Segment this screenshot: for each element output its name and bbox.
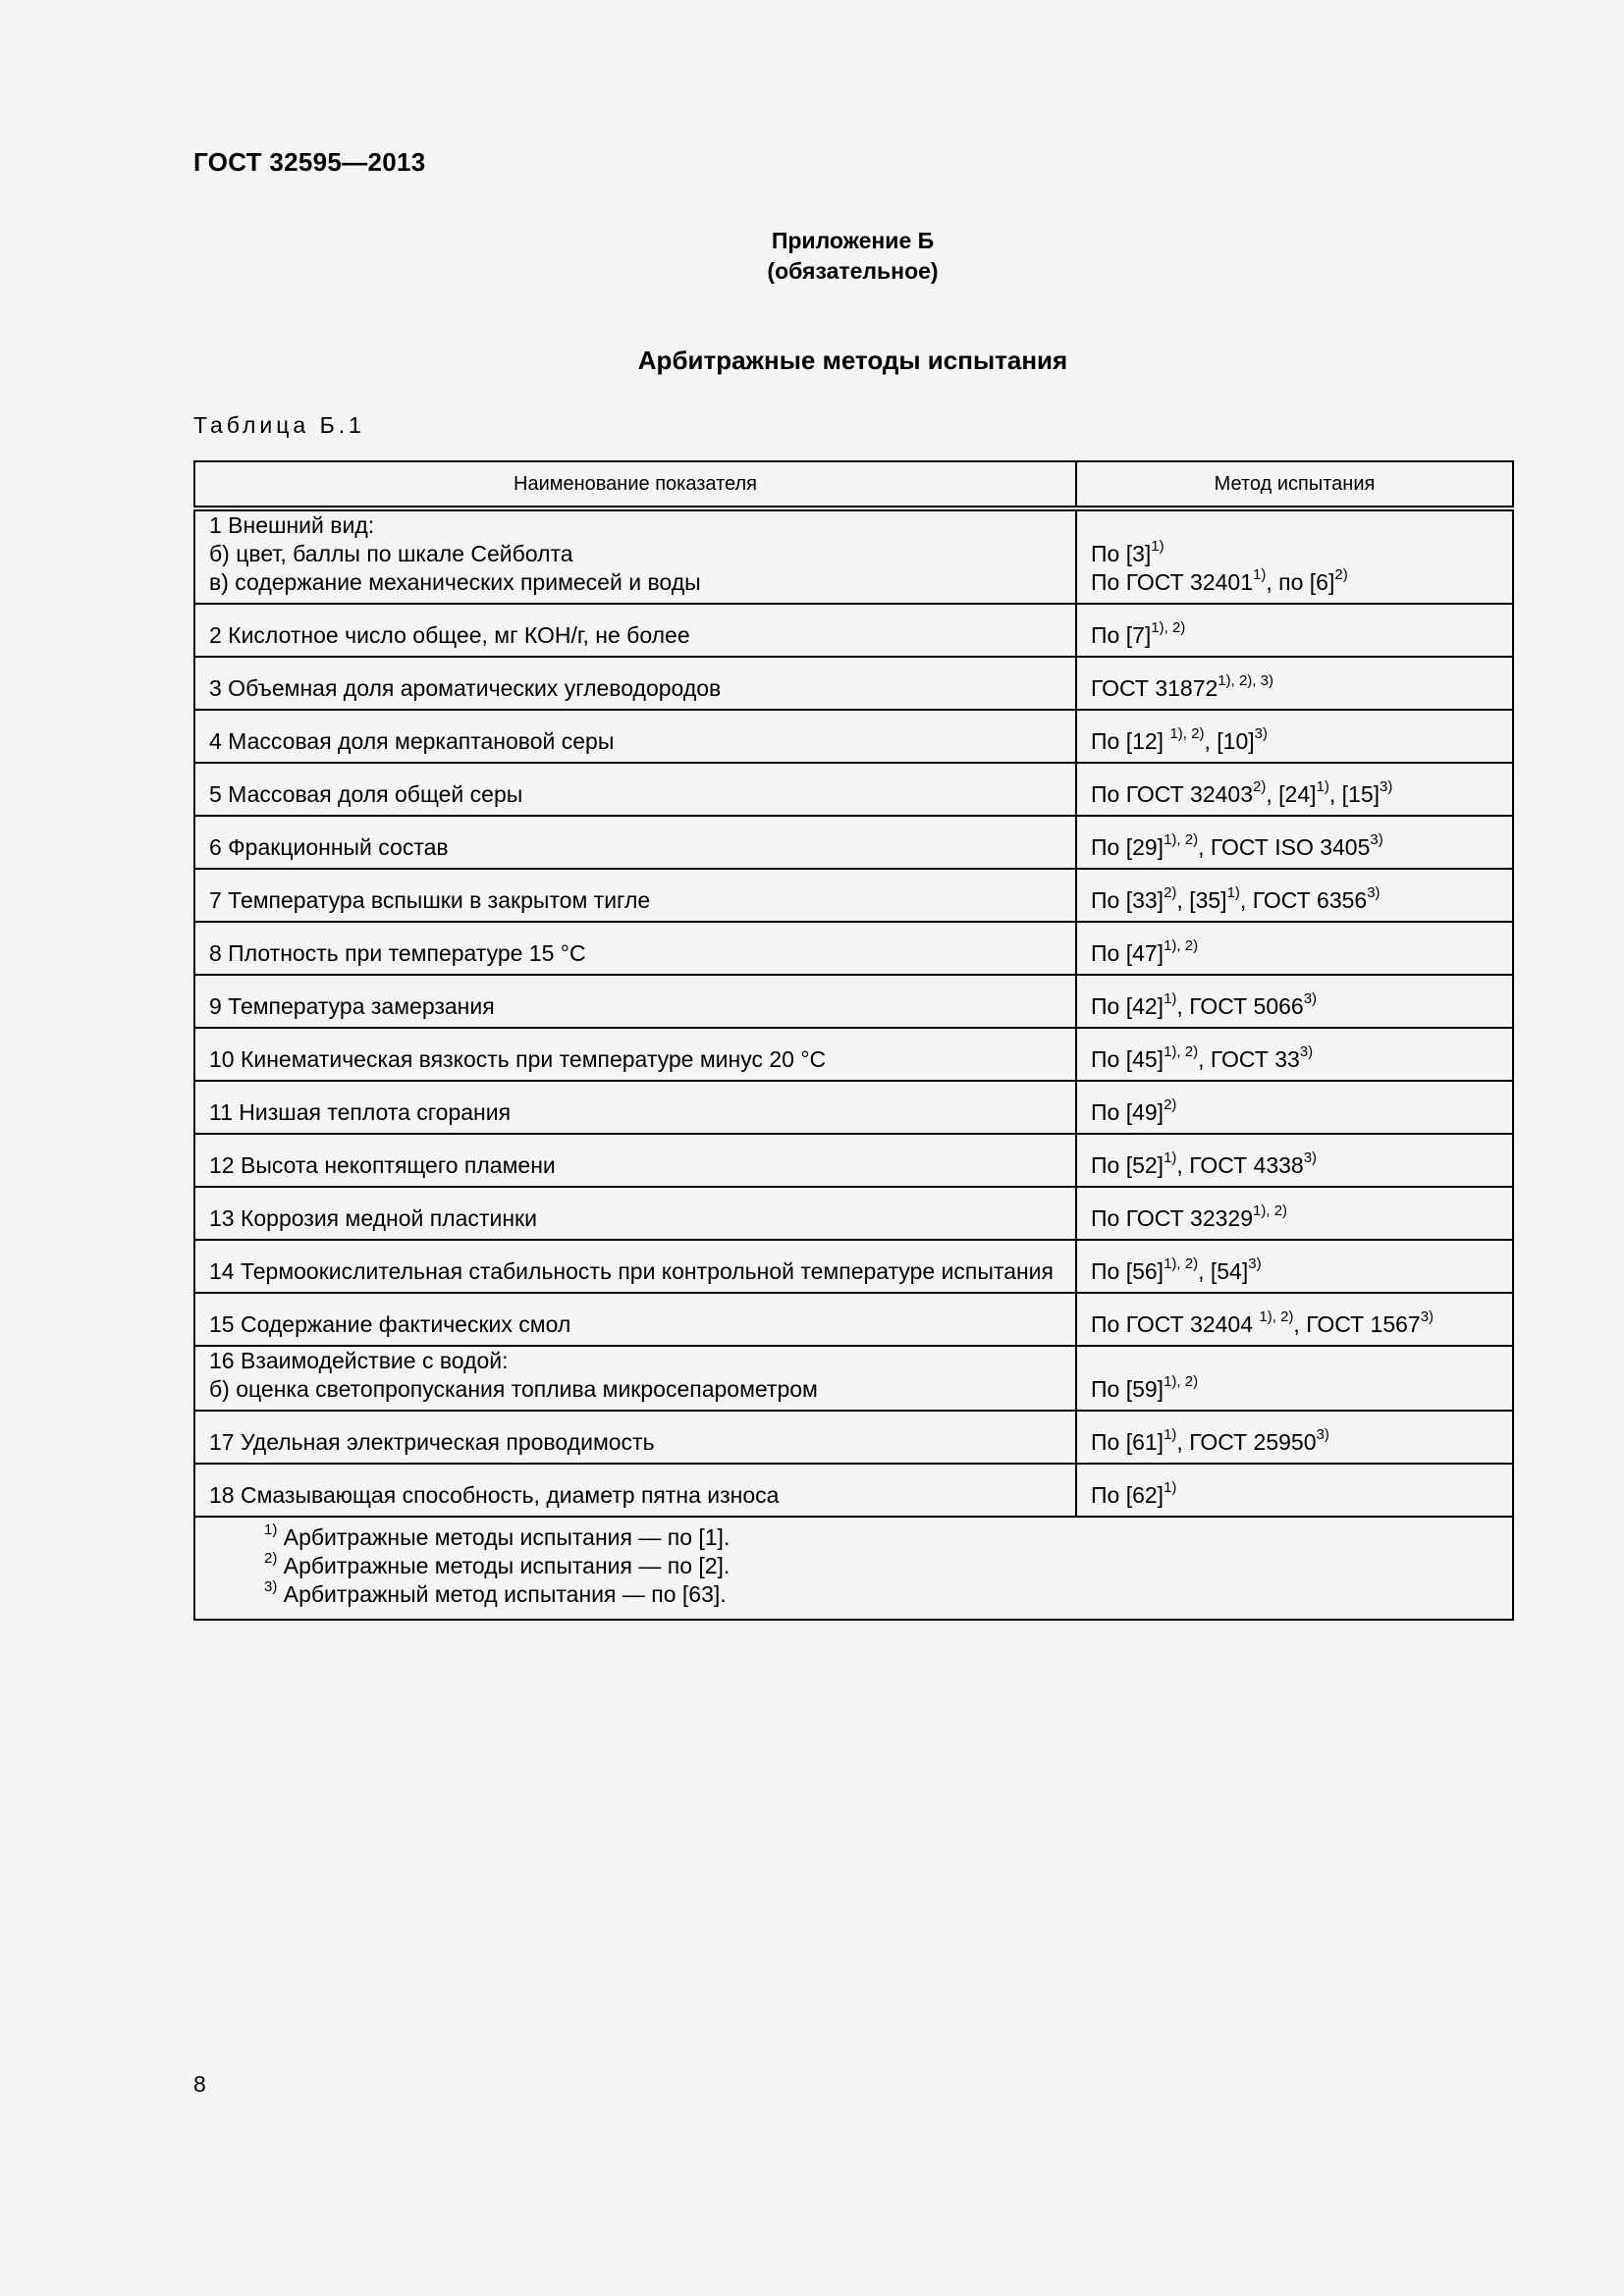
footnote-mark: 1) <box>264 1522 278 1539</box>
footnote-ref: 3) <box>1420 1308 1435 1326</box>
method-text: По [61] <box>1091 1429 1164 1455</box>
table-row <box>194 816 1513 869</box>
footnote-ref: 1) <box>1164 1149 1177 1167</box>
footnote-ref: 1), 2) <box>1164 937 1199 955</box>
indicator-cell: 18 Смазывающая способность, диаметр пятна износа <box>194 1464 1076 1517</box>
method-text: , ГОСТ 6356 <box>1239 887 1368 913</box>
indicator-cell: 5 Массовая доля общей серы <box>194 763 1076 816</box>
method-text: , [24] <box>1266 781 1317 807</box>
footnote-ref: 2) <box>1164 884 1177 902</box>
section-title: Арбитражные методы испытания <box>637 346 1068 375</box>
table-row <box>194 1134 1513 1187</box>
footnote-ref: 1) <box>1164 1426 1177 1444</box>
method-text: По ГОСТ 32401 <box>1091 569 1254 595</box>
table-row <box>194 975 1513 1028</box>
method-text: , ГОСТ 4338 <box>1176 1152 1304 1178</box>
footnote-mark: 3) <box>264 1578 278 1596</box>
method-text: , [10] <box>1204 728 1255 754</box>
footnote-ref: 3) <box>1303 1149 1318 1167</box>
indicator-cell: 11 Низшая теплота сгорания <box>194 1081 1076 1134</box>
method-text: , [35] <box>1176 887 1227 913</box>
footnote-ref: 1) <box>1164 1479 1177 1497</box>
footnote-ref: 1), 2) <box>1169 725 1205 743</box>
method-cell <box>1076 1028 1513 1081</box>
table-caption: Таблица Б.1 <box>193 412 365 438</box>
method-text: По [47] <box>1091 940 1164 966</box>
methods-table <box>193 460 1514 1621</box>
footnote-text: Арбитражные методы испытания — по [2]. <box>277 1553 731 1578</box>
method-text: ГОСТ 31872 <box>1091 675 1218 701</box>
table-row <box>194 922 1513 975</box>
table-row <box>194 1293 1513 1346</box>
footnotes-cell <box>194 1517 1513 1620</box>
method-text: По [12] <box>1091 728 1170 754</box>
footnote <box>264 1552 1498 1580</box>
page-number: 8 <box>193 2071 206 2097</box>
table-row <box>194 1411 1513 1464</box>
method-text: , [15] <box>1328 781 1380 807</box>
method-text: , ГОСТ 33 <box>1198 1046 1300 1072</box>
appendix-title: Приложение Б <box>771 228 935 253</box>
method-text: , по [6] <box>1266 569 1335 595</box>
indicator-cell: 2 Кислотное число общее, мг КОН/г, не более <box>194 604 1076 657</box>
method-text: По ГОСТ 32404 <box>1091 1311 1260 1337</box>
footnote-text: Арбитражные методы испытания — по [1]. <box>277 1524 731 1550</box>
table-row <box>194 710 1513 763</box>
method-cell <box>1076 1081 1513 1134</box>
method-cell <box>1076 1464 1513 1517</box>
footnote-ref: 3) <box>1248 1255 1262 1273</box>
method-text: По ГОСТ 32329 <box>1091 1205 1254 1231</box>
header-indicator: Наименование показателя <box>194 461 1076 508</box>
footnote-ref: 1) <box>1151 538 1164 556</box>
table-header-row <box>194 461 1513 508</box>
footnote-ref: 1) <box>1316 778 1329 796</box>
method-text: По [42] <box>1091 993 1164 1019</box>
table-row <box>194 763 1513 816</box>
footnote-ref: 3) <box>1380 778 1393 796</box>
footnote-ref: 3) <box>1367 884 1380 902</box>
method-cell <box>1076 604 1513 657</box>
table-row <box>194 869 1513 922</box>
method-cell <box>1076 922 1513 975</box>
footnote <box>264 1523 1498 1552</box>
indicator-cell: 14 Термоокислительная стабильность при контрольной температуре испытания <box>194 1240 1076 1293</box>
indicator-line: б) оценка светопропускания топлива микросепарометром <box>209 1376 818 1402</box>
method-cell <box>1076 816 1513 869</box>
method-cell <box>1076 975 1513 1028</box>
footnote-ref: 2) <box>1164 1096 1177 1114</box>
method-line <box>1091 540 1498 568</box>
footnote-mark: 2) <box>264 1550 278 1568</box>
method-text: По [33] <box>1091 887 1164 913</box>
method-cell <box>1076 710 1513 763</box>
method-text: По [45] <box>1091 1046 1164 1072</box>
footnote-ref: 1), 2) <box>1253 1202 1288 1220</box>
footnote-ref: 3) <box>1370 831 1383 849</box>
indicator-cell: 6 Фракционный состав <box>194 816 1076 869</box>
footnote-text: Арбитражный метод испытания — по [63]. <box>277 1581 727 1607</box>
footnote-ref: 2) <box>1334 566 1348 584</box>
method-text: , [54] <box>1198 1258 1249 1284</box>
indicator-cell: 7 Температура вспышки в закрытом тигле <box>194 869 1076 922</box>
table-row <box>194 1240 1513 1293</box>
method-text: По ГОСТ 32403 <box>1091 781 1254 807</box>
footnote-ref: 3) <box>1254 725 1268 743</box>
method-cell <box>1076 763 1513 816</box>
method-text: , ГОСТ 5066 <box>1176 993 1304 1019</box>
footnote-ref: 3) <box>1303 990 1318 1008</box>
indicator-line: 16 Взаимодействие с водой: <box>209 1348 509 1373</box>
table-row <box>194 1081 1513 1134</box>
indicator-cell: 3 Объемная доля ароматических углеводородов <box>194 657 1076 710</box>
footnote-ref: 1), 2) <box>1164 1043 1199 1061</box>
indicator-cell: 4 Массовая доля меркаптановой серы <box>194 710 1076 763</box>
method-cell <box>1076 1240 1513 1293</box>
footnote-ref: 1), 2) <box>1164 831 1199 849</box>
header-method: Метод испытания <box>1076 461 1513 508</box>
method-text: По [59] <box>1091 1376 1164 1402</box>
document-id: ГОСТ 32595—2013 <box>193 147 426 177</box>
indicator-cell: 10 Кинематическая вязкость при температуре минус 20 °С <box>194 1028 1076 1081</box>
indicator-cell: 15 Содержание фактических смол <box>194 1293 1076 1346</box>
method-text: , ГОСТ ISO 3405 <box>1198 834 1371 860</box>
method-text: По [52] <box>1091 1152 1164 1178</box>
table-row <box>194 657 1513 710</box>
indicator-cell: 17 Удельная электрическая проводимость <box>194 1411 1076 1464</box>
footnote-ref: 1) <box>1253 566 1267 584</box>
method-cell <box>1076 1411 1513 1464</box>
table-body <box>194 508 1513 1620</box>
method-text: , ГОСТ 1567 <box>1293 1311 1421 1337</box>
footnote-ref: 1), 2) <box>1151 619 1186 637</box>
footnote-ref: 1), 2) <box>1259 1308 1294 1326</box>
method-line <box>1091 568 1498 597</box>
indicator-line: в) содержание механических примесей и воды <box>209 569 701 595</box>
method-cell <box>1076 1293 1513 1346</box>
method-cell <box>1076 869 1513 922</box>
footnote-ref: 1), 2) <box>1164 1373 1199 1391</box>
method-text: По [62] <box>1091 1482 1164 1508</box>
method-text: По [56] <box>1091 1258 1164 1284</box>
table-row <box>194 1187 1513 1240</box>
footnote-ref: 1), 2), 3) <box>1218 672 1273 690</box>
method-text: По [3] <box>1091 541 1152 566</box>
footnote-ref: 1) <box>1226 884 1240 902</box>
footnote-ref: 3) <box>1316 1426 1329 1444</box>
table-row <box>194 1346 1513 1411</box>
indicator-line: б) цвет, баллы по шкале Сейболта <box>209 541 573 566</box>
appendix-status: (обязательное) <box>767 258 939 284</box>
indicator-cell: 8 Плотность при температуре 15 °С <box>194 922 1076 975</box>
method-cell <box>1076 1134 1513 1187</box>
method-cell <box>1076 1346 1513 1411</box>
method-cell <box>1076 1187 1513 1240</box>
footnote-ref: 2) <box>1253 778 1267 796</box>
footnote-ref: 1) <box>1164 990 1177 1008</box>
table-row <box>194 604 1513 657</box>
method-text: По [7] <box>1091 622 1152 648</box>
indicator-cell <box>194 1346 1076 1411</box>
footnote-ref: 1), 2) <box>1164 1255 1199 1273</box>
method-text: По [49] <box>1091 1099 1164 1125</box>
indicator-cell: 13 Коррозия медной пластинки <box>194 1187 1076 1240</box>
indicator-cell: 12 Высота некоптящего пламени <box>194 1134 1076 1187</box>
table-row <box>194 1028 1513 1081</box>
indicator-cell: 9 Температура замерзания <box>194 975 1076 1028</box>
table-row <box>194 1464 1513 1517</box>
indicator-line: 1 Внешний вид: <box>209 512 375 538</box>
footnote-ref: 3) <box>1299 1043 1314 1061</box>
method-cell <box>1076 508 1513 604</box>
footnotes-row <box>194 1517 1513 1620</box>
appendix-heading <box>193 226 1512 287</box>
table-row <box>194 508 1513 604</box>
method-cell <box>1076 657 1513 710</box>
method-text: , ГОСТ 25950 <box>1176 1429 1317 1455</box>
method-text: По [29] <box>1091 834 1164 860</box>
indicator-cell <box>194 508 1076 604</box>
footnote <box>264 1580 1498 1609</box>
